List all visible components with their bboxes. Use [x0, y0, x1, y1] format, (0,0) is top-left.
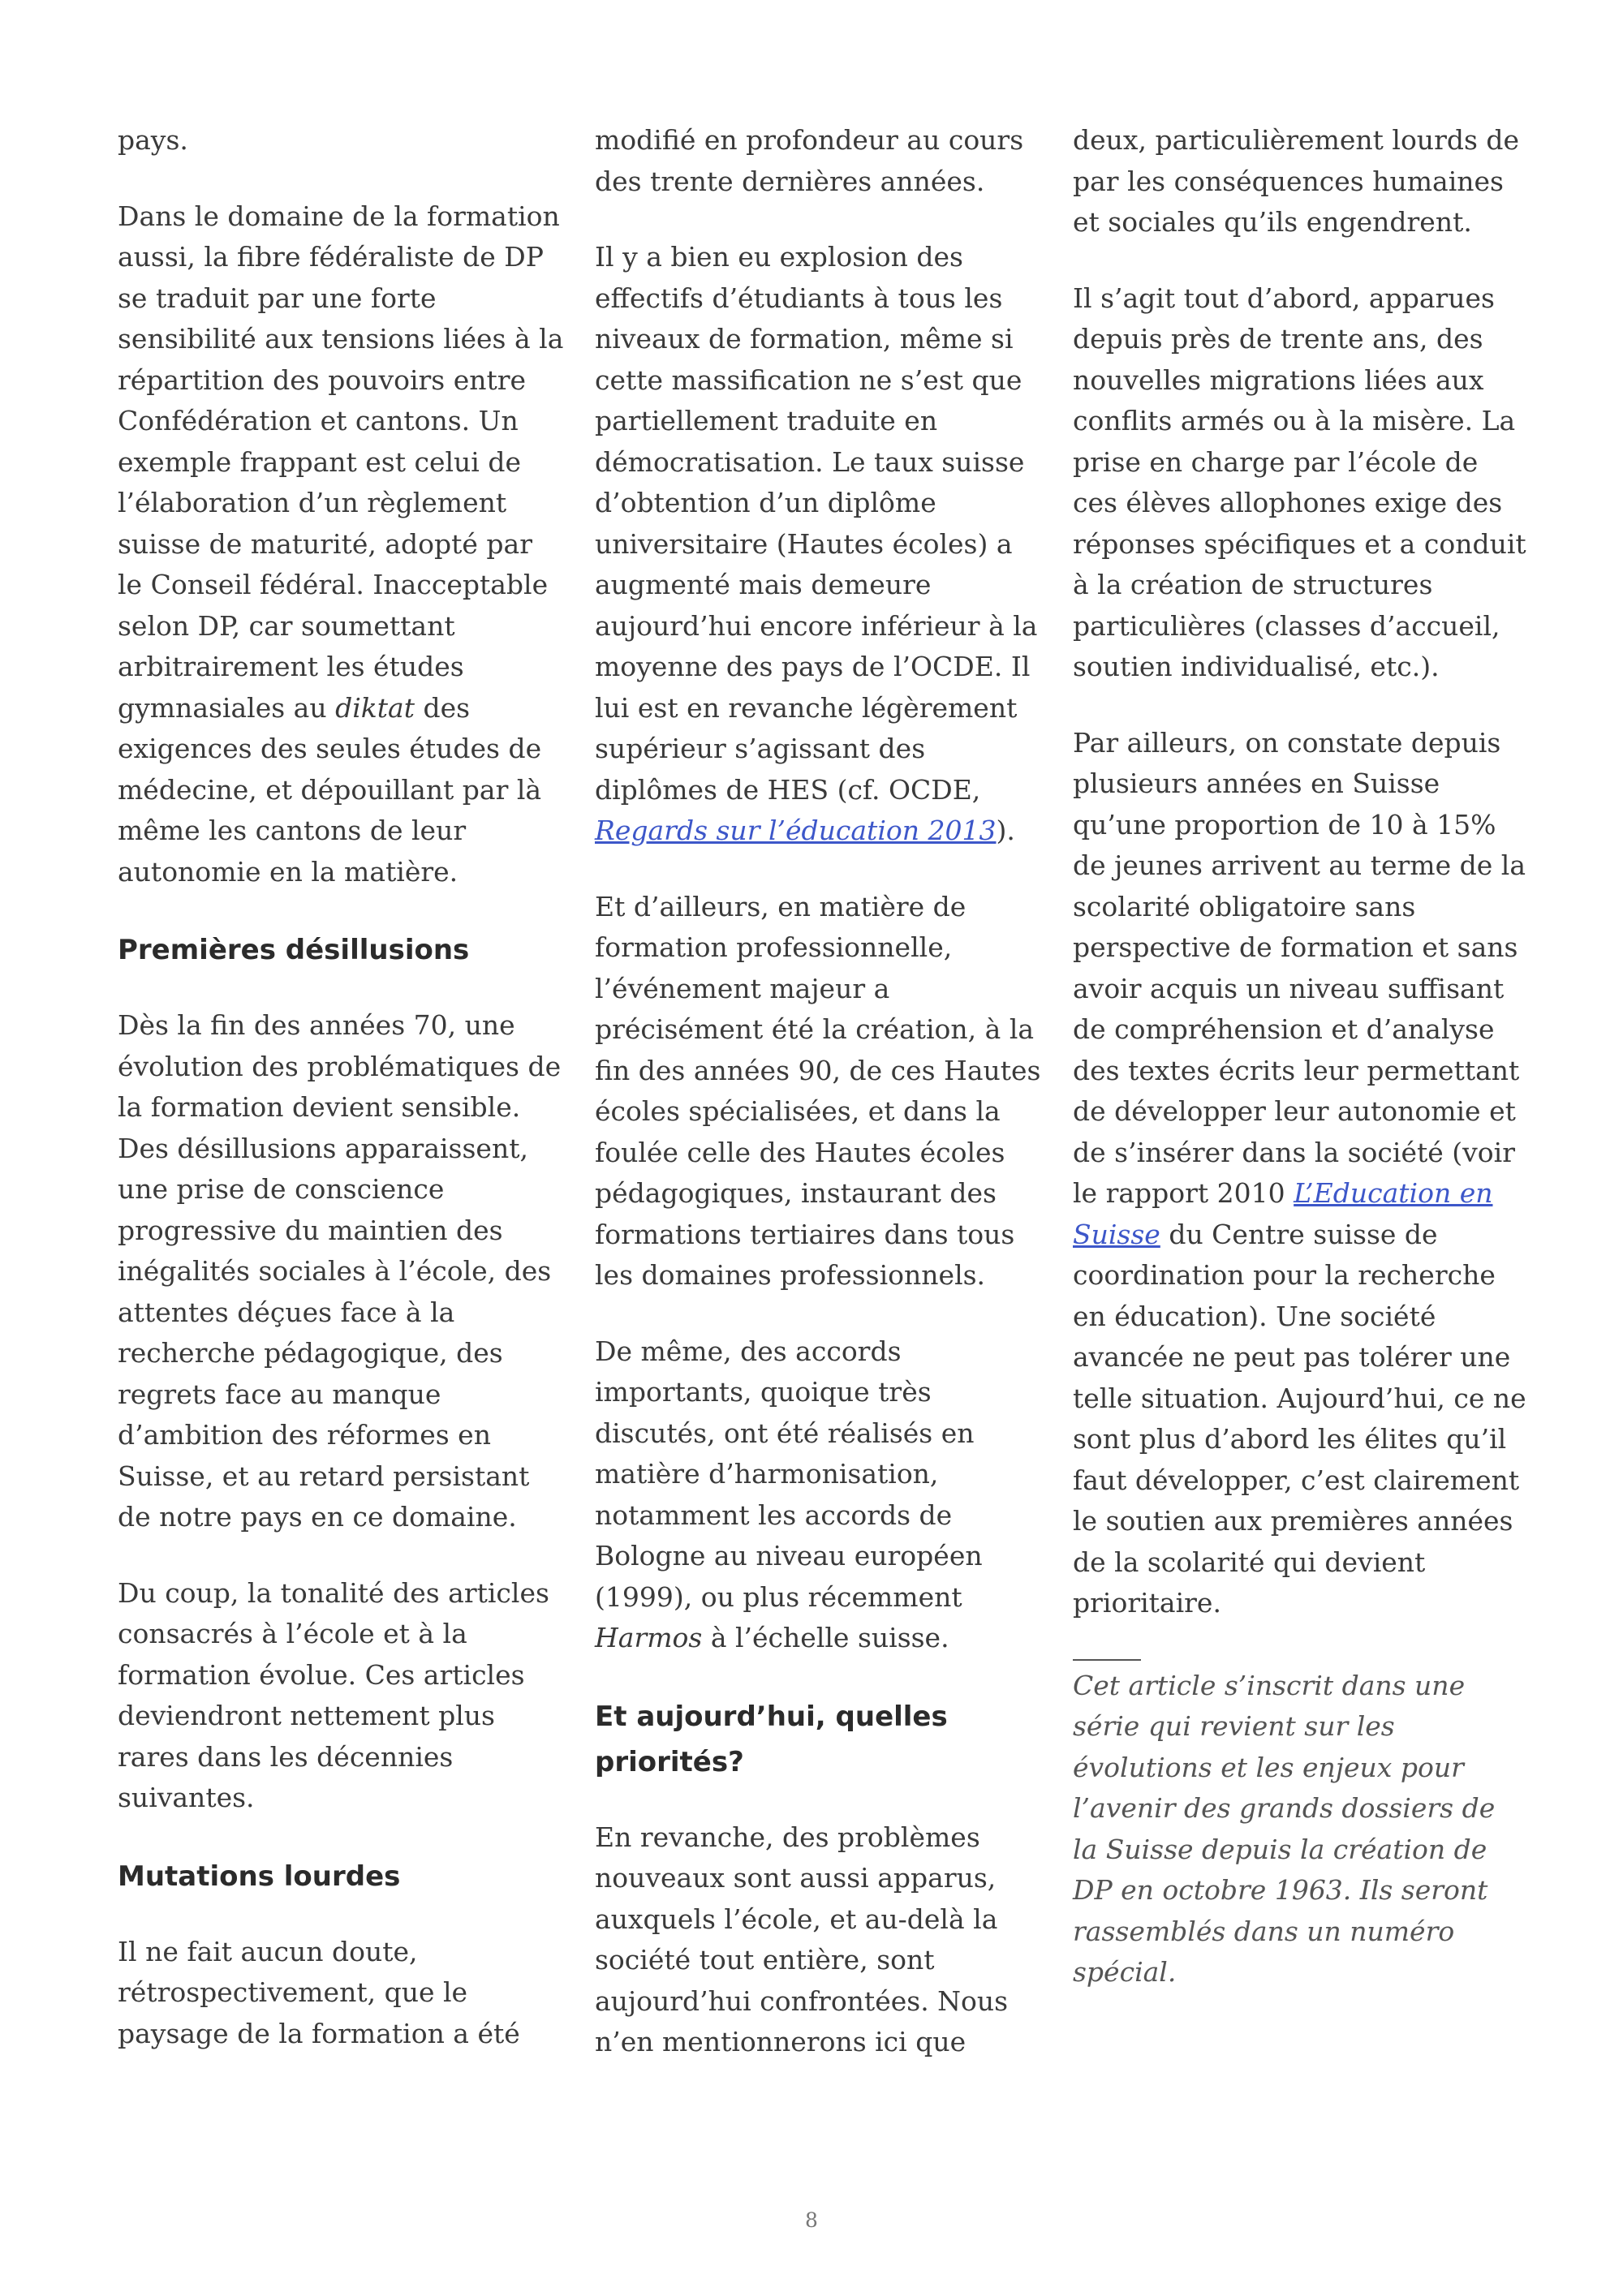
paragraph: Dans le domaine de la formation aussi, la fibre fédéraliste de DP se traduit par une forte sensibilité aux tensions liées à la répartition des pouvoirs entre Confédération et cantons. Un exemple frappant est celui de l’élaboration d’un règlement suisse de maturité, adopté par le Conseil fédéral. Inacceptable selon DP, car soumettant arbitrairement les études gymnasiales au diktat des exigences des seules études de médecine, et dépouillant par là même les cantons de leur autonomie en la matière. [118, 200, 564, 888]
page-number: 8 [805, 2208, 818, 2232]
paragraph: En revanche, des problèmes nouveaux sont aussi apparus, auxquels l’école, et au-delà la société tout entière, sont aujourd’hui confrontées. Nous n’en mentionnerons ici que [595, 1821, 1009, 2057]
emphasis-diktat: diktat [335, 691, 415, 724]
paragraph: Il ne fait aucun doute, rétrospectivement, que le paysage de la formation a été [118, 1935, 520, 2049]
paragraph: pays. [118, 124, 188, 156]
paragraph: De même, des accords importants, quoique très discutés, ont été réalisés en matière d’harmonisation, notamment les accords de Bologne au niveau européen (1999), ou plus récemment Harmos à l’échelle suisse. [595, 1335, 983, 1653]
footnote-divider [1073, 1659, 1141, 1661]
text-column-2 [595, 120, 1045, 2098]
text-column-1 [118, 120, 564, 2089]
paragraph: Et d’ailleurs, en matière de formation professionnelle, l’événement majeur a précisément été la création, à la fin des années 90, de ces Hautes écoles spécialisées, et dans la foulée celle des Hautes écoles pédagogiques, instaurant des formations tertiaires dans tous les domaines professionnels. [595, 890, 1041, 1291]
paragraph: deux, particulièrement lourds de par les conséquences humaines et sociales qu’ils engendrent. [1073, 124, 1520, 238]
paragraph: Du coup, la tonalité des articles consacrés à l’école et à la formation évolue. Ces articles deviendront nettement plus rares dans les décennies suivantes. [118, 1576, 549, 1813]
paragraph: Dès la fin des années 70, une évolution des problématiques de la formation devient sensible. Des désillusions apparaissent, une prise de conscience progressive du maintien des inégalités sociales à l’école, des attentes déçues face à la recherche pédagogique, des regrets face au manque d’ambition des réformes en Suisse, et au retard persistant de notre pays en ce domaine. [118, 1009, 562, 1533]
section-heading-premieres-desillusions: Premières désillusions [118, 934, 470, 966]
text-column-3 [1073, 120, 1527, 2028]
emphasis-harmos: Harmos [595, 1622, 703, 1653]
section-heading-priorites: Et aujourd’hui, quelles priorités? [595, 1700, 948, 1778]
section-heading-mutations-lourdes: Mutations lourdes [118, 1860, 401, 1893]
series-note: Cet article s’inscrit dans une série qui revient sur les évolutions et les enjeux pour l’avenir des grands dossiers de la Suisse depuis la création de DP en octobre 1963. Ils seront rassemblés dans un numéro spécial. [1073, 1669, 1496, 1988]
paragraph: Il y a bien eu explosion des effectifs d’étudiants à tous les niveaux de formation, même si cette massification ne s’est que partiellement traduite en démocratisation. Le taux suisse d’obtention d’un diplôme universitaire (Hautes écoles) a augmenté mais demeure aujourd’hui encore inférieur à la moyenne des pays de l’OCDE. Il lui est en revanche légèrement supérieur s’agissant des diplômes de HES (cf. OCDE, Regards sur l’éducation 2013). [595, 241, 1038, 846]
link-regards-sur-education[interactable]: Regards sur l’éducation 2013 [595, 815, 997, 846]
paragraph: Il s’agit tout d’abord, apparues depuis près de trente ans, des nouvelles migrations liées aux conflits armés ou à la misère. La prise en charge par l’école de ces élèves allophones exige des réponses spécifiques et a conduit à la création de structures particulières (classes d’accueil, soutien individualisé, etc.). [1073, 282, 1526, 682]
link-education-en-suisse[interactable]: L’Education en Suisse [1073, 1177, 1493, 1250]
paragraph: Par ailleurs, on constate depuis plusieurs années en Suisse qu’une proportion de 10 à 15% de jeunes arrivent au terme de la scolarité obligatoire sans perspective de formation et sans avoir acquis un niveau suffisant de compréhension et d’analyse des textes écrits leur permettant de développer leur autonomie et de s’insérer dans la société (voir le rapport 2010 L’Education en Suisse du Centre suisse de coordination pour la recherche en éducation). Une société avancée ne peut pas tolérer une telle situation. Aujourd’hui, ce ne sont plus d’abord les élites qu’il faut développer, c’est clairement le soutien aux premières années de la scolarité qui devient prioritaire. [1073, 726, 1526, 1619]
paragraph: modifié en profondeur au cours des trente dernières années. [595, 124, 1024, 197]
